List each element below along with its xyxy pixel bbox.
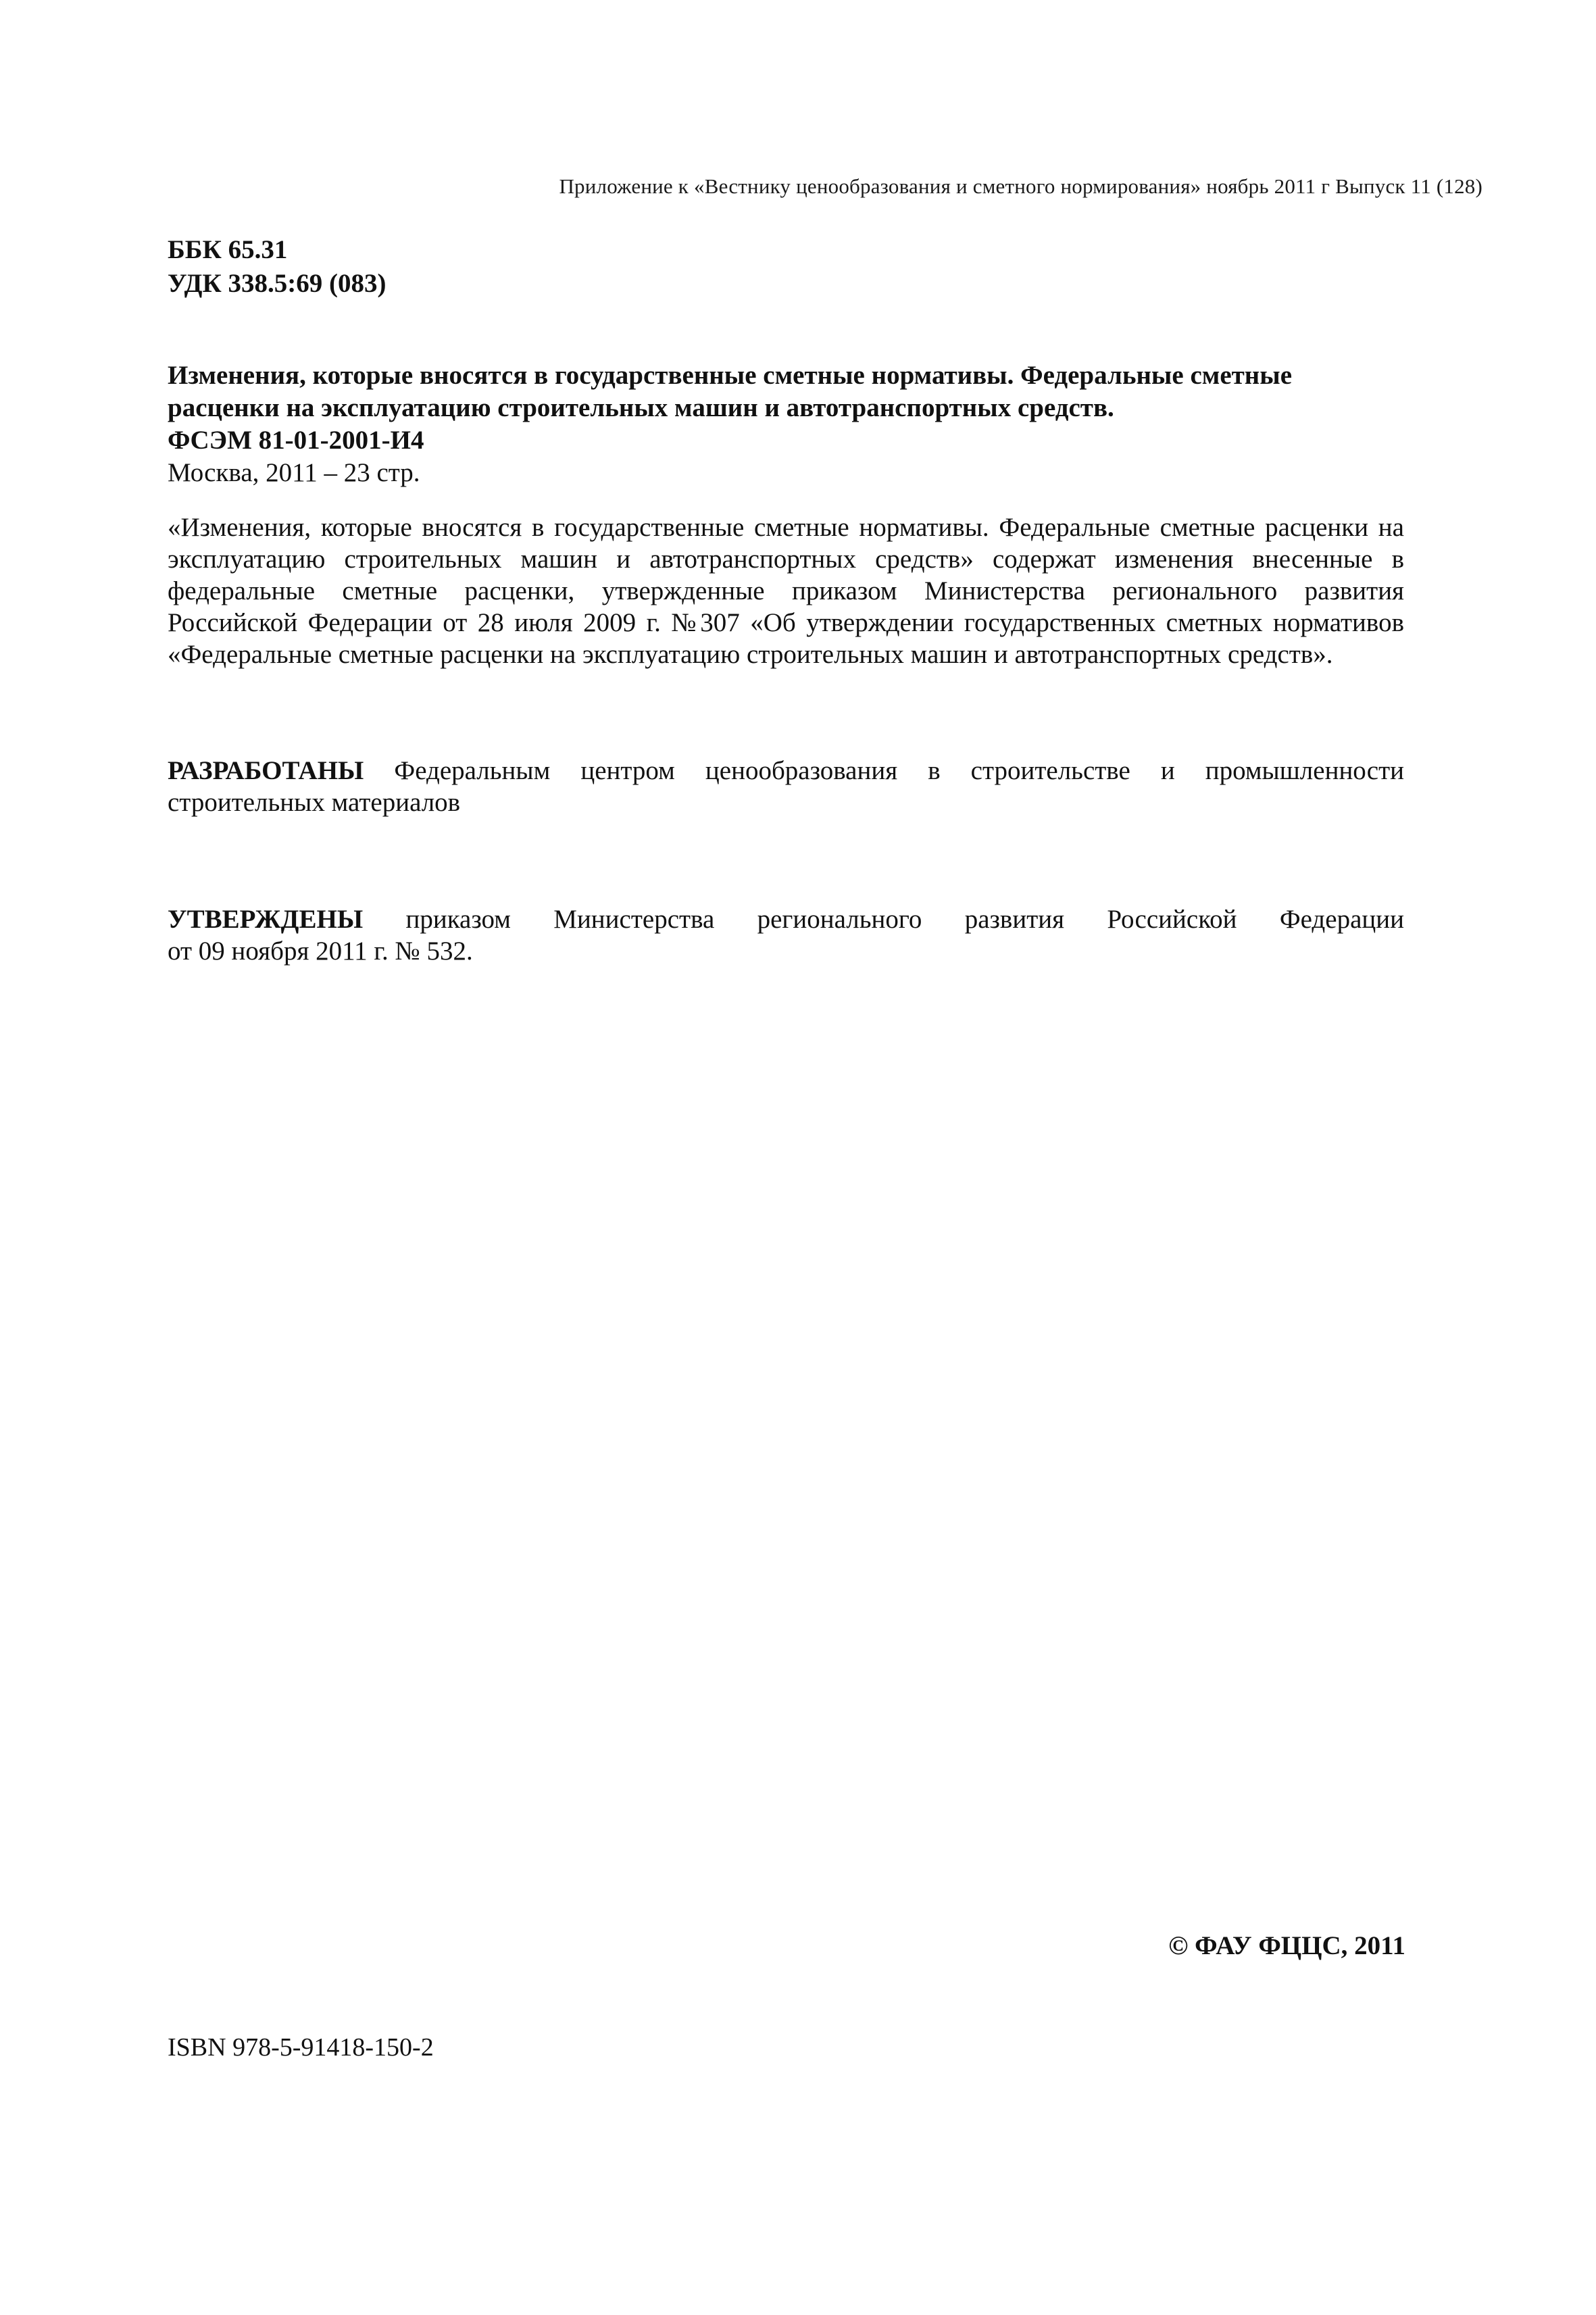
approved-text: приказом Министерства регионального развития Российской Федерации [405, 905, 1404, 934]
approved-line-2: от 09 ноября 2011 г. № 532. [168, 937, 473, 966]
abstract-line: Российской Федерации от 28 июля 2009 г. №307 «Об утверждении государственных сметных нормативов [168, 608, 1404, 637]
abstract-line: «Изменения, которые вносятся в государственные сметные нормативы. Федеральные сметные расценки на [168, 513, 1404, 542]
copyright-notice: © ФАУ ФЦЦС, 2011 [1168, 1931, 1405, 1960]
classification-block [168, 233, 386, 301]
udk-code: УДК 338.5:69 (083) [168, 269, 386, 298]
developed-text: Федеральным центром ценообразования в строительстве и промышленности [394, 756, 1405, 785]
header-note: Приложение к «Вестнику ценообразования и сметного нормирования» ноябрь 2011 г Выпуск 11 (128) [559, 174, 1482, 198]
approved-line-1 [168, 903, 1404, 935]
title-line-2: расценки на эксплуатацию строительных машин и автотранспортных средств. [168, 393, 1114, 422]
isbn-number: ISBN 978-5-91418-150-2 [168, 2033, 434, 2062]
developed-line-2: строительных материалов [168, 788, 461, 817]
developed-line-1 [168, 755, 1404, 787]
abstract-line: «Федеральные сметные расценки на эксплуатацию строительных машин и автотранспортных средств». [168, 640, 1333, 669]
approved-lead: УТВЕРЖДЕНЫ [168, 905, 364, 934]
abstract-line: эксплуатацию строительных машин и автотранспортных средств» содержат изменения внесенные в [168, 545, 1404, 574]
document-code: ФСЭМ 81-01-2001-И4 [168, 426, 424, 455]
imprint: Москва, 2011 – 23 стр. [168, 458, 420, 487]
abstract-paragraph [168, 512, 1404, 670]
bbk-code: ББК 65.31 [168, 235, 288, 264]
title-block [168, 359, 1411, 489]
developed-by-block [168, 755, 1404, 818]
approved-by-block [168, 903, 1404, 967]
abstract-line: федеральные сметные расценки, утвержденные приказом Министерства регионального развития [168, 576, 1404, 605]
title-line-1: Изменения, которые вносятся в государственные сметные нормативы. Федеральные сметные [168, 361, 1293, 390]
developed-lead: РАЗРАБОТАНЫ [168, 756, 364, 785]
